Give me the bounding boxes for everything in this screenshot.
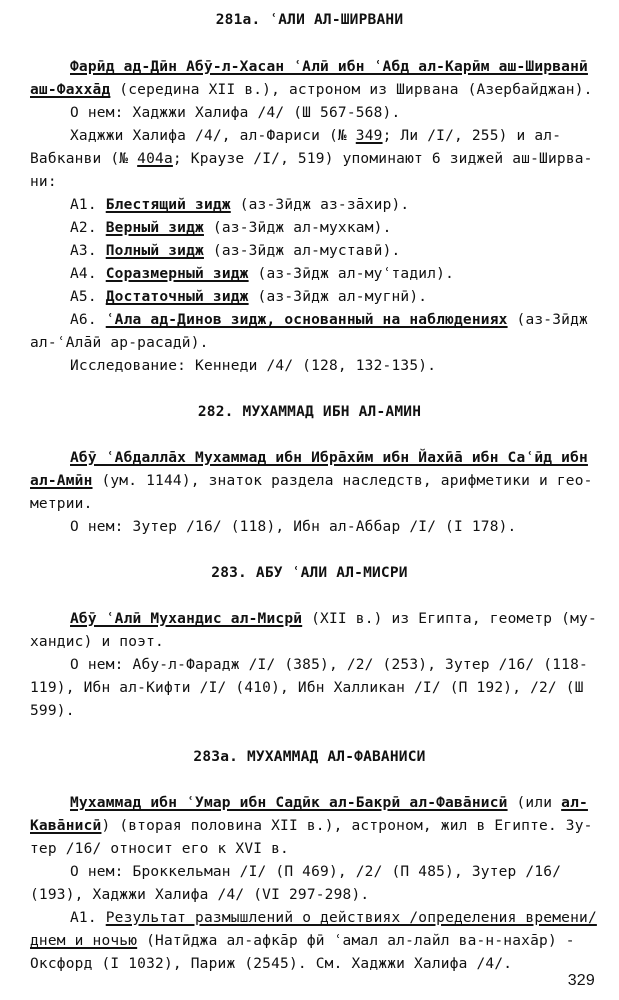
text-line: тер /16/ относит его к XVI в. [30,841,289,857]
about-line: О нем: Хаджжи Халифа /4/ (Ш 567-568). [70,105,401,121]
about-line: О нем: Абу-л-Фарадж /I/ (385), /2/ (253), Зутер /16/ (118- [70,657,588,673]
list-item: А6. ʿАла ад-Динов зидж, основанный на наблюдениях (аз-Зӣдж [70,312,588,328]
list-item-continuation: ал-ʿАлāӣ ар-расадӣ). [30,335,209,351]
list-item: А1. Результат размышлений о действиях /определения времени/ [70,910,597,926]
author-description-line: Кавāнисӣ) (вторая половина XII в.), астроном, жил в Египте. Зу- [30,818,593,834]
list-item: А3. Полный зидж (аз-Зӣдж ал-муставӣ). [70,243,401,259]
page-number: 329 [567,972,595,989]
text-line: Вабканви (№ 404а; Краузе /I/, 519) упоминают 6 зиджей аш-Ширва- [30,151,593,167]
about-line: О нем: Броккельман /I/ (П 469), /2/ (П 485), Зутер /16/ [70,864,562,880]
author-name-line: Мухаммад ибн ʿУмар ибн Садӣк ал-Бакрӣ ал-Фавāнисӣ (или ал- [70,795,588,811]
author-description-line: ал-Амӣн (ум. 1144), знаток раздела наследств, арифметики и гео- [30,473,593,489]
author-description-line: аш-Фаххāд (середина XII в.), астроном из Ширвана (Азербайджан). [30,82,593,98]
text-line: ни: [30,174,57,190]
research-line: Исследование: Кеннеди /4/ (128, 132-135). [70,358,437,374]
list-item-continuation: Оксфорд (I 1032), Париж (2545). См. Хаджжи Халифа /4/. [30,956,513,972]
author-name-line: Фарӣд ад-Дӣн Абӯ-л-Хасан ʿАлӣ ибн ʿАбд ал-Карӣм аш-Ширванӣ [70,59,588,75]
section-heading: 283а. МУХАММАД АЛ-ФАВАНИСИ [193,749,426,765]
text-line: Хаджжи Халифа /4/, ал-Фариси (№ 349; Ли /I/, 255) и ал- [70,128,562,144]
list-item-continuation: днем и ночью (Натӣджа ал-афкāр фӣ ʿамал ал-лайл ва-н-нахāр) - [30,933,575,949]
list-item: А4. Соразмерный зидж (аз-Зӣдж ал-муʿтадил). [70,266,455,282]
about-line: О нем: Зутер /16/ (118), Ибн ал-Аббар /I/ (I 178). [70,519,517,535]
section-heading: 282. МУХАММАД ИБН АЛ-АМИН [197,404,422,420]
author-name-line: Абӯ ʿАбдаллāх Мухаммад ибн Ибрāхӣм ибн Йахӣā ибн Саʿӣд ибн [70,450,588,466]
author-name-line: Абӯ ʿАлӣ Мухандис ал-Мисрӣ (XII в.) из Египта, геометр (му- [70,611,597,627]
text-line: метрии. [30,496,93,512]
section-heading: 283. АБУ ʿАЛИ АЛ-МИСРИ [211,565,408,581]
about-line: 119), Ибн ал-Кифти /I/ (410), Ибн Халликан /I/ (П 192), /2/ (Ш [30,680,584,696]
list-item: А5. Достаточный зидж (аз-Зӣдж ал-мугнӣ). [70,289,428,305]
list-item: А1. Блестящий зидж (аз-Зӣдж аз-зāхир). [70,197,410,213]
section-heading: 281а. ʿАЛИ АЛ-ШИРВАНИ [215,12,404,28]
text-line: хандис) и поэт. [30,634,164,650]
list-item: А2. Верный зидж (аз-Зӣдж ал-мухкам). [70,220,392,236]
about-line: 599). [30,703,75,719]
about-line: (193), Хаджжи Халифа /4/ (VI 297-298). [30,887,370,903]
